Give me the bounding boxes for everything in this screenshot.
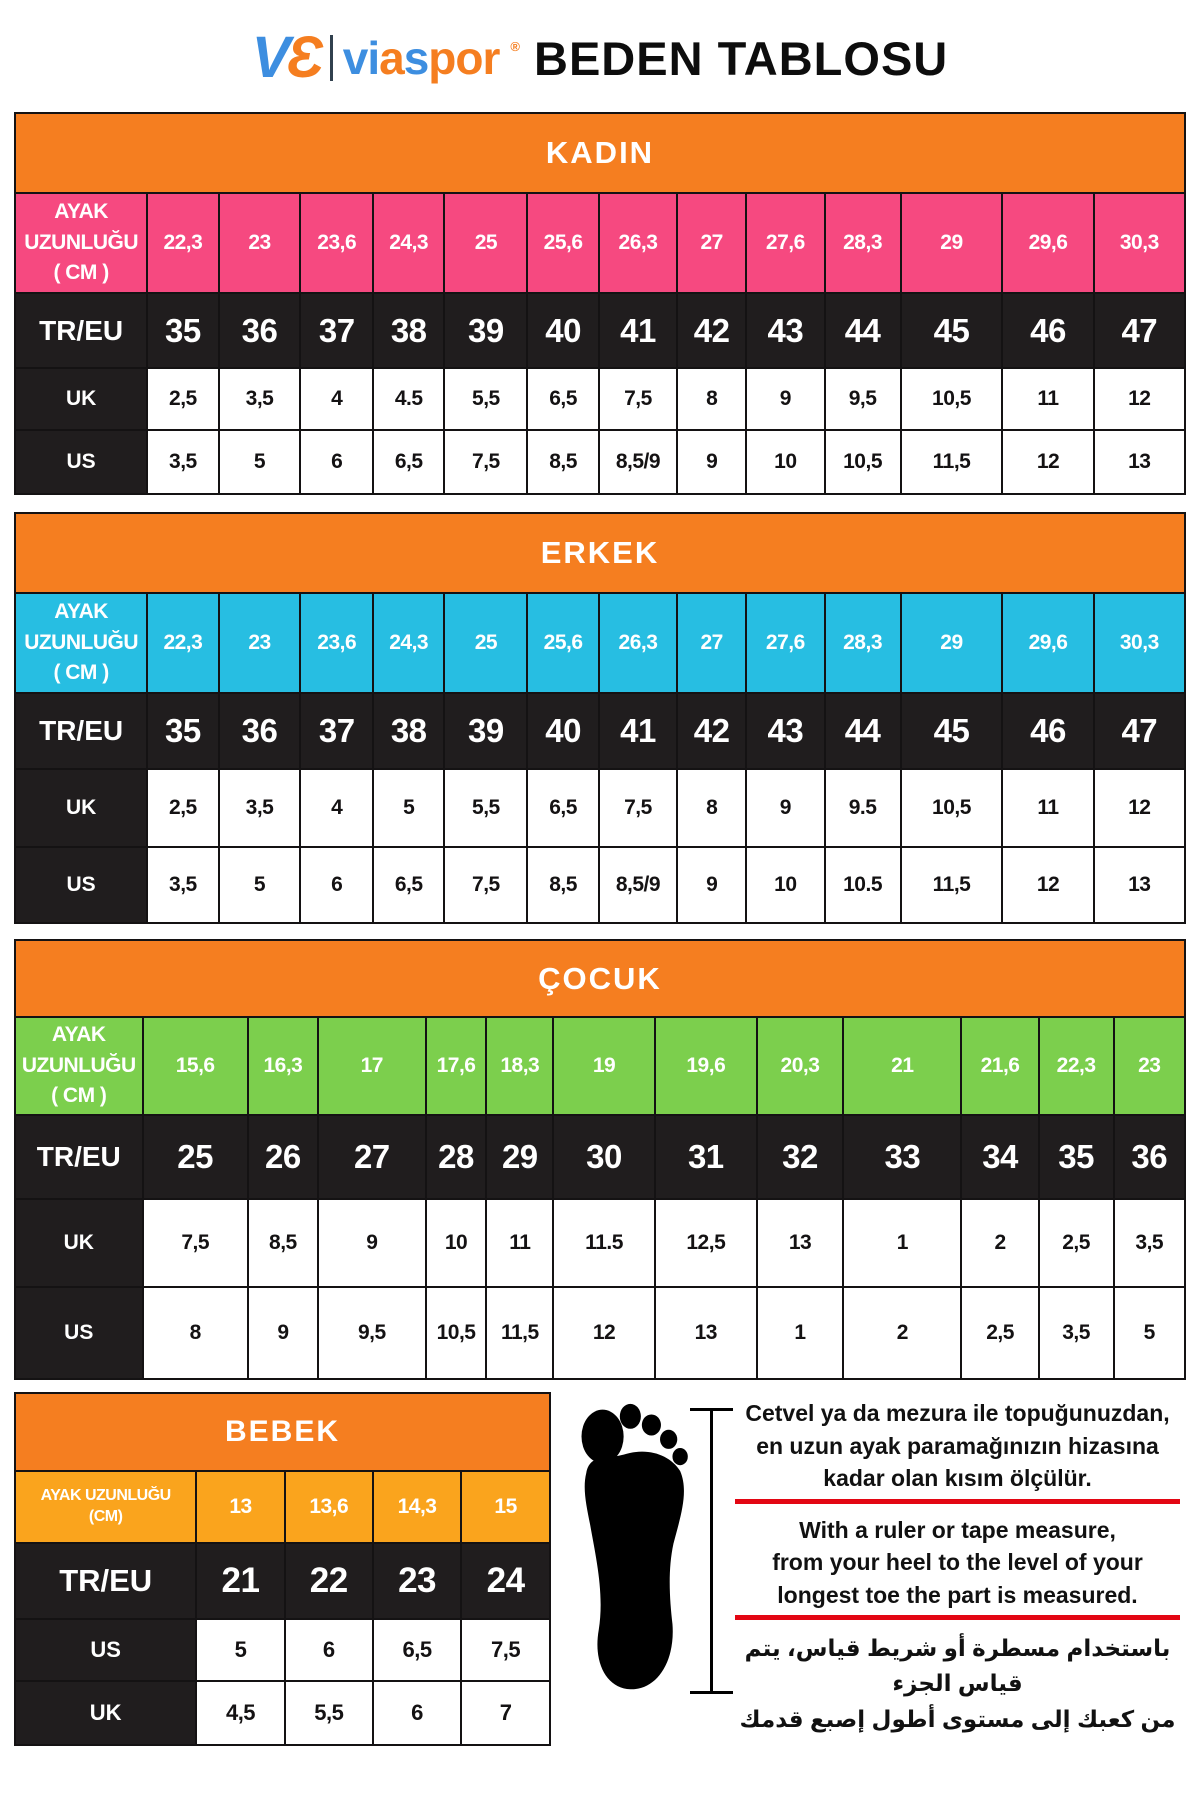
foot-length-value: 24,3 [373,593,444,693]
foot-length-value: 21,6 [961,1017,1038,1115]
size-cell: 12 [553,1287,655,1379]
size-cell: 13 [655,1287,757,1379]
table-title-cocuk: ÇOCUK [15,940,1185,1017]
size-cell: 46 [1002,293,1093,368]
brand-letter: v [342,32,368,84]
baby-size-table-wrap [14,1392,551,1746]
size-cell: 9,5 [318,1287,426,1379]
size-cell: 35 [147,293,218,368]
brand-letter: p [428,32,456,84]
size-cell: 4.5 [373,368,444,430]
foot-length-value: 15 [461,1471,550,1543]
size-cell: 6 [300,430,373,494]
size-cell: 2,5 [1039,1199,1114,1287]
foot-length-value: 18,3 [486,1017,553,1115]
size-cell: 9,5 [825,368,901,430]
size-cell: 47 [1094,693,1185,769]
row-label-treu: TR/EU [15,1115,143,1199]
size-cell: 8,5/9 [599,430,677,494]
size-cell: 9 [746,769,824,847]
size-cell: 34 [961,1115,1038,1199]
brand-letter: a [379,32,404,84]
instruction-line-en-3: longest toe the part is measured. [777,1581,1138,1608]
size-cell: 2 [961,1199,1038,1287]
foot-length-value: 30,3 [1094,193,1185,293]
size-cell: 5 [196,1619,284,1681]
size-cell: 35 [1039,1115,1114,1199]
size-cell: 9 [677,430,746,494]
size-cell: 6,5 [527,769,598,847]
foot-length-value: 15,6 [143,1017,248,1115]
foot-length-value: 27,6 [746,593,824,693]
foot-length-value: 23,6 [300,193,373,293]
size-cell: 23 [373,1543,461,1619]
table-title-erkek: ERKEK [15,513,1185,593]
size-cell: 7 [461,1681,550,1745]
size-cell: 4 [300,769,373,847]
size-cell: 13 [1094,847,1185,923]
foot-length-value: 27 [677,193,746,293]
size-cell: 25 [143,1115,248,1199]
measure-instructions [731,1392,1186,1739]
size-cell: 6,5 [527,368,598,430]
foot-length-label: AYAK UZUNLUĞU (CM) [15,1471,196,1543]
foot-length-label: AYAK UZUNLUĞU ( CM ) [15,593,147,693]
size-cell: 35 [147,693,218,769]
foot-length-value: 20,3 [757,1017,844,1115]
brand-letter: o [455,32,483,84]
page-title: BEDEN TABLOSU [534,31,949,85]
foot-length-value: 25,6 [527,193,598,293]
foot-length-value: 19,6 [655,1017,757,1115]
size-cell: 7,5 [444,847,527,923]
row-label-uk: UK [15,769,147,847]
page-header [0,0,1200,100]
size-cell: 11 [1002,368,1093,430]
viaspor-logo [251,25,520,90]
foot-length-value: 19 [553,1017,655,1115]
row-label-uk: UK [15,1199,143,1287]
size-table-kadin [14,112,1186,495]
instruction-line-ar-2: من كعبك إلى مستوى أطول إصبع قدمك [739,1706,1176,1733]
size-cell: 12,5 [655,1199,757,1287]
foot-length-label: AYAK UZUNLUĞU ( CM ) [15,193,147,293]
foot-icon [580,1402,696,1718]
size-cell: 3,5 [219,368,301,430]
row-label-us: US [15,847,147,923]
size-cell: 11,5 [901,430,1003,494]
size-cell: 4,5 [196,1681,284,1745]
size-cell: 45 [901,693,1003,769]
size-cell: 45 [901,293,1003,368]
row-label-uk: UK [15,368,147,430]
size-cell: 5 [219,847,301,923]
size-cell: 5 [219,430,301,494]
instruction-line-tr-1: Cetvel ya da mezura ile topuğunuzdan, [745,1400,1170,1426]
table-title-bebek: BEBEK [15,1393,550,1471]
size-cell: 9 [677,847,746,923]
size-cell: 39 [444,693,527,769]
size-cell: 7,5 [599,769,677,847]
size-cell: 2,5 [147,769,218,847]
size-cell: 36 [219,293,301,368]
foot-length-value: 29 [901,193,1003,293]
instruction-line-en-1: With a ruler or tape measure, [799,1516,1116,1543]
size-cell: 3,5 [1039,1287,1114,1379]
size-cell: 1 [757,1287,844,1379]
foot-length-value: 16,3 [248,1017,318,1115]
size-cell: 3,5 [219,769,301,847]
size-cell: 37 [300,693,373,769]
kids-size-table-wrap [14,939,1186,1380]
registered-mark-icon: ® [510,39,520,54]
size-cell: 8 [677,769,746,847]
row-label-uk: UK [15,1681,196,1745]
size-cell: 36 [219,693,301,769]
size-cell: 43 [746,293,824,368]
size-cell: 21 [196,1543,284,1619]
size-cell: 9.5 [825,769,901,847]
foot-length-value: 28,3 [825,593,901,693]
foot-length-value: 24,3 [373,193,444,293]
size-cell: 24 [461,1543,550,1619]
foot-length-value: 22,3 [1039,1017,1114,1115]
foot-length-value: 17,6 [426,1017,487,1115]
size-cell: 5 [373,769,444,847]
foot-length-value: 13,6 [285,1471,373,1543]
size-cell: 4 [300,368,373,430]
foot-length-value: 30,3 [1094,593,1185,693]
size-cell: 8 [677,368,746,430]
size-cell: 42 [677,693,746,769]
size-cell: 5,5 [444,769,527,847]
size-cell: 36 [1114,1115,1185,1199]
logo-divider [330,35,333,81]
instruction-line-tr-2: en uzun ayak paramağınızın hizasına [756,1432,1159,1459]
foot-length-value: 26,3 [599,593,677,693]
row-label-treu: TR/EU [15,693,147,769]
brand-letter: s [403,32,429,84]
size-cell: 26 [248,1115,318,1199]
size-cell: 11 [486,1199,553,1287]
size-cell: 44 [825,693,901,769]
foot-length-value: 25,6 [527,593,598,693]
size-cell: 10,5 [901,769,1003,847]
size-cell: 43 [746,693,824,769]
foot-length-value: 17 [318,1017,426,1115]
size-cell: 10,5 [426,1287,487,1379]
size-cell: 11,5 [486,1287,553,1379]
size-cell: 6 [300,847,373,923]
row-label-treu: TR/EU [15,1543,196,1619]
foot-length-value: 22,3 [147,593,218,693]
size-cell: 1 [843,1199,961,1287]
men-size-table-wrap [14,512,1186,924]
size-cell: 11 [1002,769,1093,847]
size-cell: 13 [1094,430,1185,494]
size-cell: 8,5 [248,1199,318,1287]
foot-length-value: 27,6 [746,193,824,293]
measure-line-icon [710,1408,713,1694]
size-cell: 32 [757,1115,844,1199]
size-cell: 10 [426,1199,487,1287]
women-size-table-wrap [14,112,1186,495]
size-cell: 5,5 [285,1681,373,1745]
size-table-cocuk [14,939,1186,1380]
size-cell: 22 [285,1543,373,1619]
size-cell: 46 [1002,693,1093,769]
size-cell: 7,5 [461,1619,550,1681]
size-cell: 11,5 [901,847,1003,923]
size-table-erkek [14,512,1186,924]
foot-length-value: 28,3 [825,193,901,293]
red-divider [735,1615,1180,1620]
instruction-line-en-2: from your heel to the level of your [772,1549,1143,1576]
foot-length-value: 29,6 [1002,193,1093,293]
size-cell: 42 [677,293,746,368]
size-cell: 38 [373,693,444,769]
size-cell: 41 [599,693,677,769]
size-table-bebek [14,1392,551,1746]
size-cell: 3,5 [147,430,218,494]
size-cell: 10,5 [901,368,1003,430]
size-cell: 11.5 [553,1199,655,1287]
size-cell: 12 [1094,769,1185,847]
size-cell: 12 [1002,847,1093,923]
foot-length-value: 23,6 [300,593,373,693]
size-cell: 6,5 [373,1619,461,1681]
row-label-us: US [15,1287,143,1379]
size-cell: 40 [527,693,598,769]
size-cell: 3,5 [147,847,218,923]
foot-length-value: 23 [219,193,301,293]
foot-length-value: 14,3 [373,1471,461,1543]
foot-length-label: AYAK UZUNLUĞU ( CM ) [15,1017,143,1115]
size-cell: 9 [248,1287,318,1379]
size-cell: 30 [553,1115,655,1199]
size-cell: 7,5 [444,430,527,494]
foot-length-value: 27 [677,593,746,693]
size-cell: 47 [1094,293,1185,368]
foot-measure-figure [561,1392,731,1718]
size-cell: 8,5 [527,847,598,923]
size-cell: 6,5 [373,847,444,923]
size-cell: 10,5 [825,430,901,494]
size-cell: 38 [373,293,444,368]
foot-length-value: 29 [901,593,1003,693]
size-cell: 10.5 [825,847,901,923]
row-label-us: US [15,430,147,494]
size-cell: 40 [527,293,598,368]
instruction-line-ar-1: باستخدام مسطرة أو شريط قياس، يتم قياس الجزء [744,1635,1171,1696]
size-cell: 9 [318,1199,426,1287]
size-cell: 7,5 [599,368,677,430]
size-cell: 12 [1094,368,1185,430]
size-cell: 9 [746,368,824,430]
brand-letter: r [482,32,500,84]
size-cell: 8,5 [527,430,598,494]
instruction-line-tr-3: kadar olan kısım ölçülür. [823,1465,1092,1492]
size-cell: 5,5 [444,368,527,430]
foot-length-value: 13 [196,1471,284,1543]
size-cell: 10 [746,430,824,494]
foot-length-value: 21 [843,1017,961,1115]
logo-monogram [251,25,320,90]
brand-wordmark [342,32,500,84]
size-cell: 12 [1002,430,1093,494]
row-label-treu: TR/EU [15,293,147,368]
size-cell: 2,5 [147,368,218,430]
size-cell: 8 [143,1287,248,1379]
logo-monogram-s: Ɛ [286,25,320,90]
foot-length-value: 23 [1114,1017,1185,1115]
size-cell: 7,5 [143,1199,248,1287]
size-cell: 6 [373,1681,461,1745]
size-cell: 31 [655,1115,757,1199]
size-cell: 41 [599,293,677,368]
foot-length-value: 23 [219,593,301,693]
size-cell: 10 [746,847,824,923]
red-divider [735,1499,1180,1504]
foot-length-value: 25 [444,593,527,693]
size-cell: 6,5 [373,430,444,494]
size-cell: 13 [757,1199,844,1287]
foot-length-value: 29,6 [1002,593,1093,693]
size-cell: 2 [843,1287,961,1379]
size-cell: 33 [843,1115,961,1199]
logo-monogram-v: V [251,25,287,90]
size-cell: 8,5/9 [599,847,677,923]
size-cell: 5 [1114,1287,1185,1379]
size-cell: 2,5 [961,1287,1038,1379]
row-label-us: US [15,1619,196,1681]
foot-length-value: 26,3 [599,193,677,293]
size-cell: 27 [318,1115,426,1199]
size-cell: 37 [300,293,373,368]
size-cell: 28 [426,1115,487,1199]
foot-length-value: 22,3 [147,193,218,293]
brand-letter: i [367,32,380,84]
size-cell: 3,5 [1114,1199,1185,1287]
table-title-kadin: KADIN [15,113,1185,193]
size-cell: 6 [285,1619,373,1681]
foot-length-value: 25 [444,193,527,293]
bottom-section [14,1392,1186,1746]
size-cell: 44 [825,293,901,368]
size-cell: 29 [486,1115,553,1199]
size-cell: 39 [444,293,527,368]
